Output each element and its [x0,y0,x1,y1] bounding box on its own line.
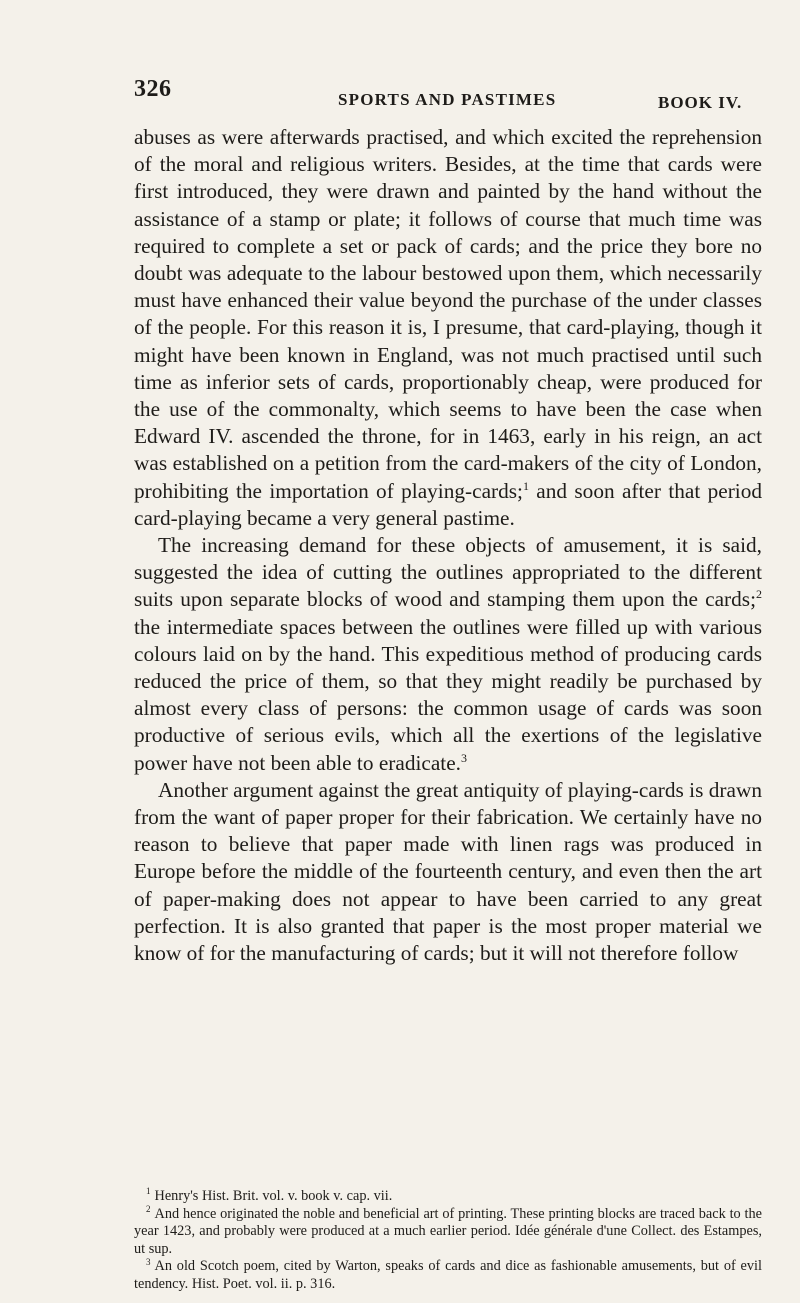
page-header [134,76,770,116]
paragraph-text: Another argument against the great antiquity of playing-cards is drawn from the want of paper proper for their fabrication. We certainly have no reason to believe that paper made with linen rags was produced in Europe before the middle of the fourteenth century, and even then the art of paper-making does not appear to have been carried to any great perfection. It is also granted that paper is the most proper material we know of for the manufacturing of cards; but it will not therefore follow [134,777,762,966]
footnote [134,1258,762,1293]
footnote-mark: 3 [146,1256,151,1267]
paragraph [134,124,762,532]
running-title: SPORTS AND PASTIMES [338,90,557,109]
footnotes [134,1188,762,1294]
book-label: BOOK IV. [658,93,743,112]
footnote [134,1188,762,1206]
footnote-text: An old Scotch poem, cited by Warton, speaks of cards and dice as fashionable amusements, but of evil tendency. Hist. Poet. vol. ii. p. 316. [134,1258,762,1292]
paragraph-text: the intermediate spaces between the outlines were filled up with various colours laid on by the hand. This expeditious method of producing cards reduced the price of them, so that they might readily be purchased by almost every class of persons: the common usage of cards was soon productive of serious evils, which all the exertions of the legislative power have not been able to eradicate. [134,614,762,775]
paragraph-text: and soon after that period card-playing became a very general pastime. [134,478,762,530]
footnote-mark: 1 [146,1186,151,1197]
paragraph [134,532,762,777]
footnote-text: And hence originated the noble and beneficial art of printing. These printing blocks are traced back to the year 1423, and probably were produced at a much earlier period. Idée générale d'une Collect. des Estampes, ut sup. [134,1205,762,1257]
footnote-mark: 2 [146,1203,151,1214]
paragraph-text: abuses as were afterwards practised, and which excited the reprehension of the moral and religious writers. Besides, at the time that cards were first introduced, they were drawn and painted by the hand without the assistance of a stamp or plate; it follows of course that much time was required to complete a set or pack of cards; and the price they bore no doubt was adequate to the labour bestowed upon them, which necessarily must have enhanced their value beyond the purchase of the under classes of the people. For this reason it is, I presume, that card-playing, though it might have been known in England, was not much practised until such time as inferior sets of cards, proportionably cheap, were produced for the use of the commonalty, which seems to have been the case when Edward IV. ascended the throne, for in 1463, early in his reign, an act was established on a petition from the card-makers of the city of London, prohibiting the importation of playing-cards; [134,125,762,503]
footnote-reference: 2 [756,587,762,602]
page-number: 326 [134,76,172,102]
paragraph [134,777,762,967]
paragraph-text: The increasing demand for these objects of amusement, it is said, suggested the idea of cutting the outlines appropriated to the different suits upon separate blocks of wood and stamping them upon the cards; [134,533,762,612]
body-text [134,124,762,967]
footnote-reference: 3 [460,750,467,765]
footnote-text: Henry's Hist. Brit. vol. v. book v. cap. vii. [154,1188,393,1204]
footnote [134,1203,762,1259]
footnote-reference: 1 [522,478,529,493]
